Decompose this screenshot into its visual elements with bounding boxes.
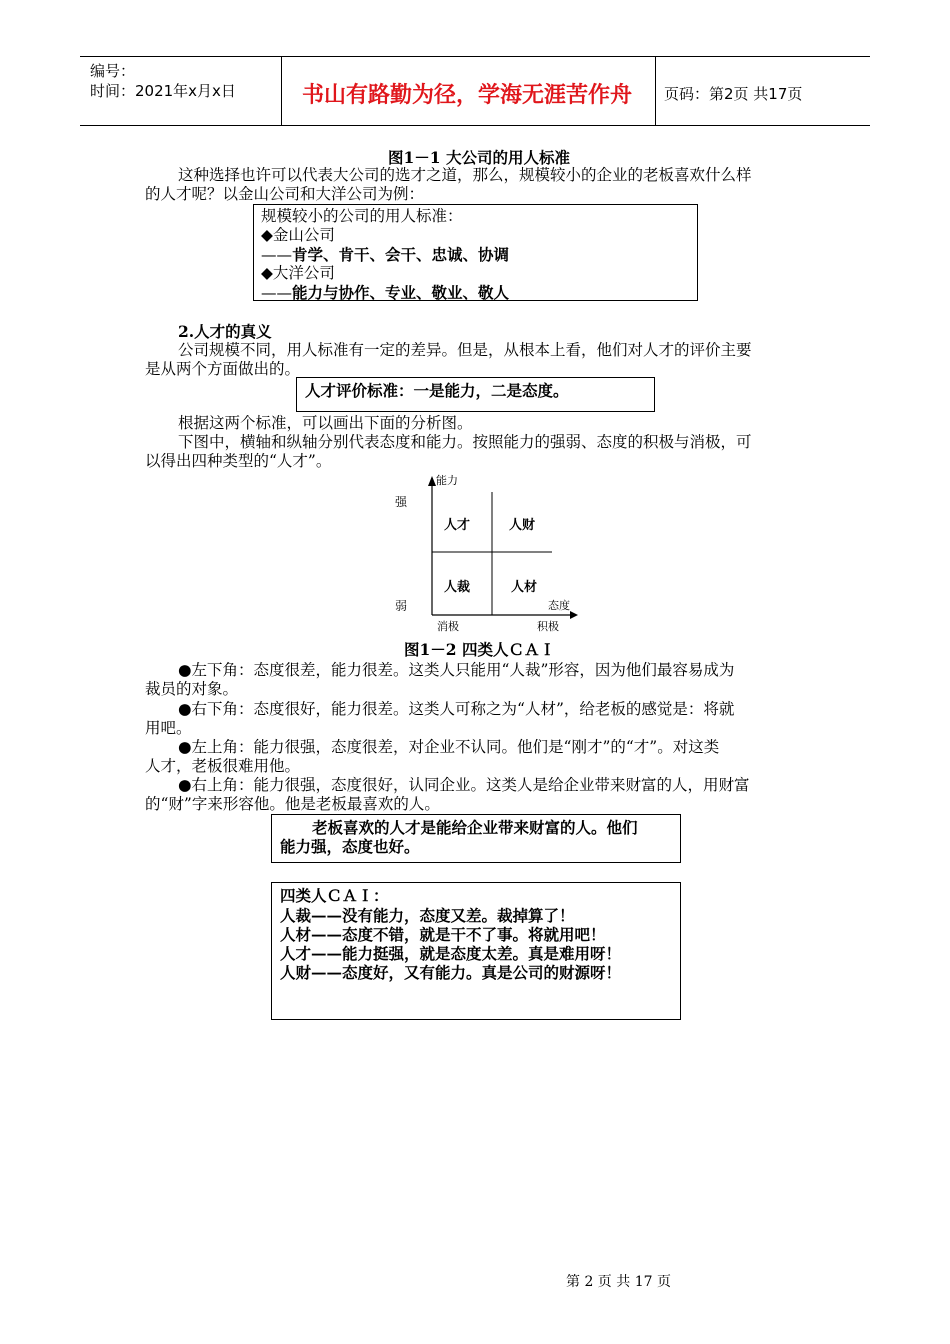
bullet-2-line2: 用吧。: [145, 719, 192, 737]
y-low-label: 弱: [395, 599, 408, 613]
para2-line2: 是从两个方面做出的。: [145, 360, 301, 378]
x-high-label: 积极: [537, 620, 559, 633]
box1-company1: ◆金山公司: [261, 226, 335, 244]
quadrant-top-right: 人财: [509, 518, 536, 533]
y-axis-arrow: [428, 476, 436, 486]
talent-criteria-box: [296, 377, 655, 412]
para3: 根据这两个标准，可以画出下面的分析图。: [178, 414, 473, 432]
para1-line2: 的人才呢？以金山公司和大洋公司为例：: [145, 185, 425, 203]
box4-title: 四类人ＣＡＩ：: [280, 886, 389, 905]
header-page-label: 页码：第2页 共17页: [664, 85, 803, 103]
header-slogan: 书山有路勤为径，学海无涯苦作舟: [302, 83, 633, 108]
bullet-4-line1: ●右上角：能力很强，态度很好，认同企业。这类人是给企业带来财富的人，用财富: [178, 776, 750, 794]
quadrant-bottom-right: 人材: [511, 580, 538, 595]
para4-line1: 下图中，横轴和纵轴分别代表态度和能力。按照能力的强弱、态度的积极与消极，可: [178, 433, 752, 451]
header-top-rule: [80, 56, 870, 57]
bullet-1-line1: ●左下角：态度很差，能力很差。这类人只能用“人裁”形容，因为他们最容易成为: [178, 661, 735, 679]
quadrant-top-left: 人才: [444, 518, 471, 533]
box4-line-2: 人材——态度不错，就是干不了事。将就用吧！: [280, 925, 606, 944]
box3-line2: 能力强，态度也好。: [280, 837, 420, 856]
page-footer: 第 2 页 共 17 页: [566, 1274, 671, 1290]
box4-line-4: 人财——态度好，又有能力。真是公司的财源呀！: [280, 963, 622, 982]
header-time-label: 时间：2021年x月x日: [90, 82, 236, 100]
quadrant-bottom-left: 人裁: [444, 580, 471, 595]
header-divider-right: [655, 56, 656, 126]
box1-company1-line: ——肯学、肯干、会干、忠诚、协调: [261, 245, 510, 264]
box1-title: 规模较小的公司的用人标准：: [261, 207, 463, 225]
figure-2-caption: 图1－2 四类人ＣＡＩ: [404, 640, 555, 659]
section-2-title: 2.人才的真义: [178, 322, 272, 341]
box1-company2-traits: 能力与协作、专业、敬业、敬人: [292, 283, 510, 302]
bullet-2-line1: ●右下角：态度很好，能力很差。这类人可称之为“人材”，给老板的感觉是：将就: [178, 700, 735, 718]
boss-preference-box: [271, 814, 681, 863]
y-axis-label: 能力: [436, 474, 458, 487]
para4-line2: 以得出四种类型的“人才”。: [145, 452, 332, 470]
x-low-label: 消极: [437, 620, 459, 633]
header-number-label: 编号：: [90, 62, 136, 80]
bullet-4-line2: 的“财”字来形容他。他是老板最喜欢的人。: [145, 795, 440, 813]
box4-line-3: 人才——能力挺强，就是态度太差。真是难用呀！: [280, 944, 622, 963]
x-axis-arrow: [570, 611, 578, 619]
box4-line-1: 人裁——没有能力，态度又差。裁掉算了！: [280, 906, 575, 925]
para1-line1: 这种选择也许可以代表大公司的选才之道，那么，规模较小的企业的老板喜欢什么样: [178, 166, 752, 184]
bullet-3-line1: ●左上角：能力很强，态度很差，对企业不认同。他们是“刚才”的“才”。对这类: [178, 738, 720, 756]
x-axis-label: 态度: [548, 599, 570, 612]
bullet-3-line2: 人才，老板很难用他。: [145, 757, 301, 775]
header-divider-left: [281, 56, 282, 126]
box1-company2-line: ——能力与协作、专业、敬业、敬人: [261, 283, 510, 302]
bullet-1-line2: 裁员的对象。: [145, 680, 239, 698]
talent-criteria-text: 人才评价标准：一是能力，二是态度。: [305, 381, 569, 400]
figure-1-caption: 图1－1 大公司的用人标准: [388, 148, 570, 167]
small-company-standards-box: [253, 204, 698, 301]
cai-summary-box: [271, 882, 681, 1020]
y-high-label: 强: [395, 495, 408, 509]
box3-line1: 老板喜欢的人才是能给企业带来财富的人。他们: [312, 818, 638, 837]
para2-line1: 公司规模不同，用人标准有一定的差异。但是，从根本上看，他们对人才的评价主要: [178, 341, 752, 359]
box1-company1-traits: 肯学、肯干、会干、忠诚、协调: [292, 245, 510, 264]
box1-company2: ◆大洋公司: [261, 264, 335, 282]
header-bottom-rule: [80, 125, 870, 126]
